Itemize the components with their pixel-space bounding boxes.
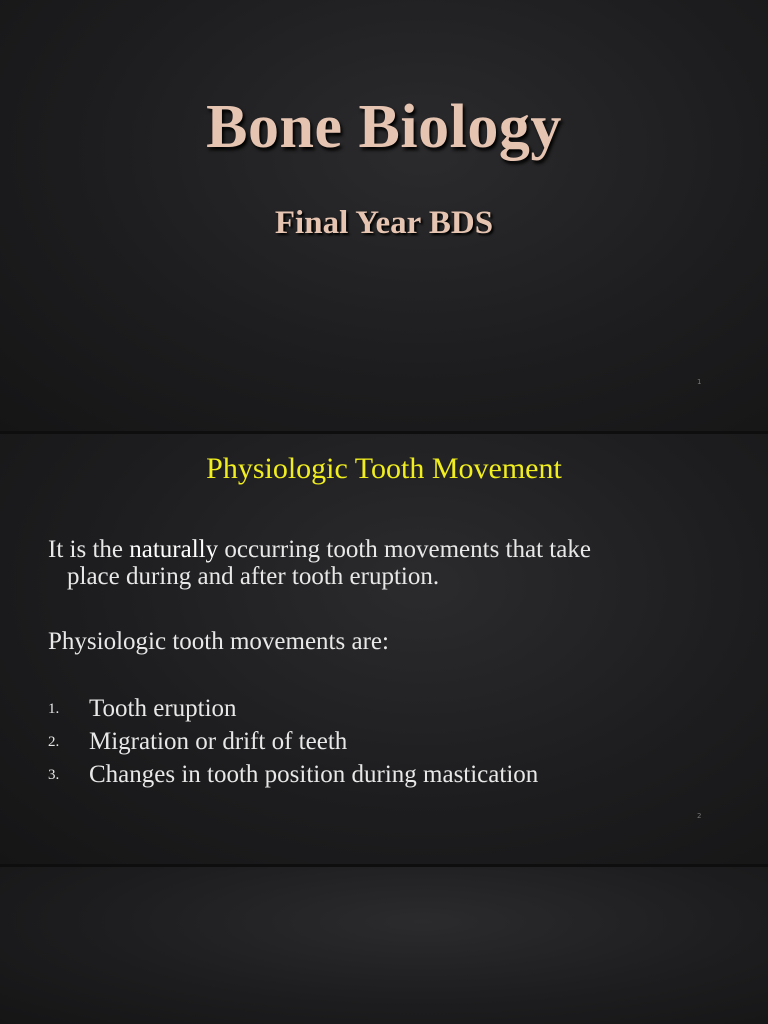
definition-paragraph [48, 536, 732, 590]
list-text: Migration or drift of teeth [89, 728, 348, 755]
list-text: Changes in tooth position during mastication [89, 761, 539, 788]
paragraph-text: occurring tooth movements that take [218, 536, 591, 563]
list-item [48, 725, 732, 758]
paragraph-text: It is the [48, 536, 130, 563]
paragraph-text: place during and after tooth eruption. [67, 563, 440, 590]
list-number: 2. [48, 734, 60, 750]
slide-number: 2 [697, 812, 702, 820]
list-item [48, 758, 732, 791]
highlighted-word: naturally [129, 536, 219, 563]
slide-2 [0, 434, 768, 864]
slide-title: Physiologic Tooth Movement [206, 452, 562, 485]
movement-list [48, 692, 732, 791]
slide-title: Bone Biology [206, 93, 562, 161]
list-intro: Physiologic tooth movements are: [48, 628, 389, 655]
list-number: 1. [48, 701, 60, 717]
slide-subtitle: Final Year BDS [274, 205, 494, 241]
list-number: 3. [48, 767, 60, 783]
slide-3 [0, 867, 768, 1024]
slide-1 [0, 0, 768, 431]
list-text: Tooth eruption [89, 695, 237, 722]
slide-number: 1 [697, 378, 702, 386]
list-item [48, 692, 732, 725]
